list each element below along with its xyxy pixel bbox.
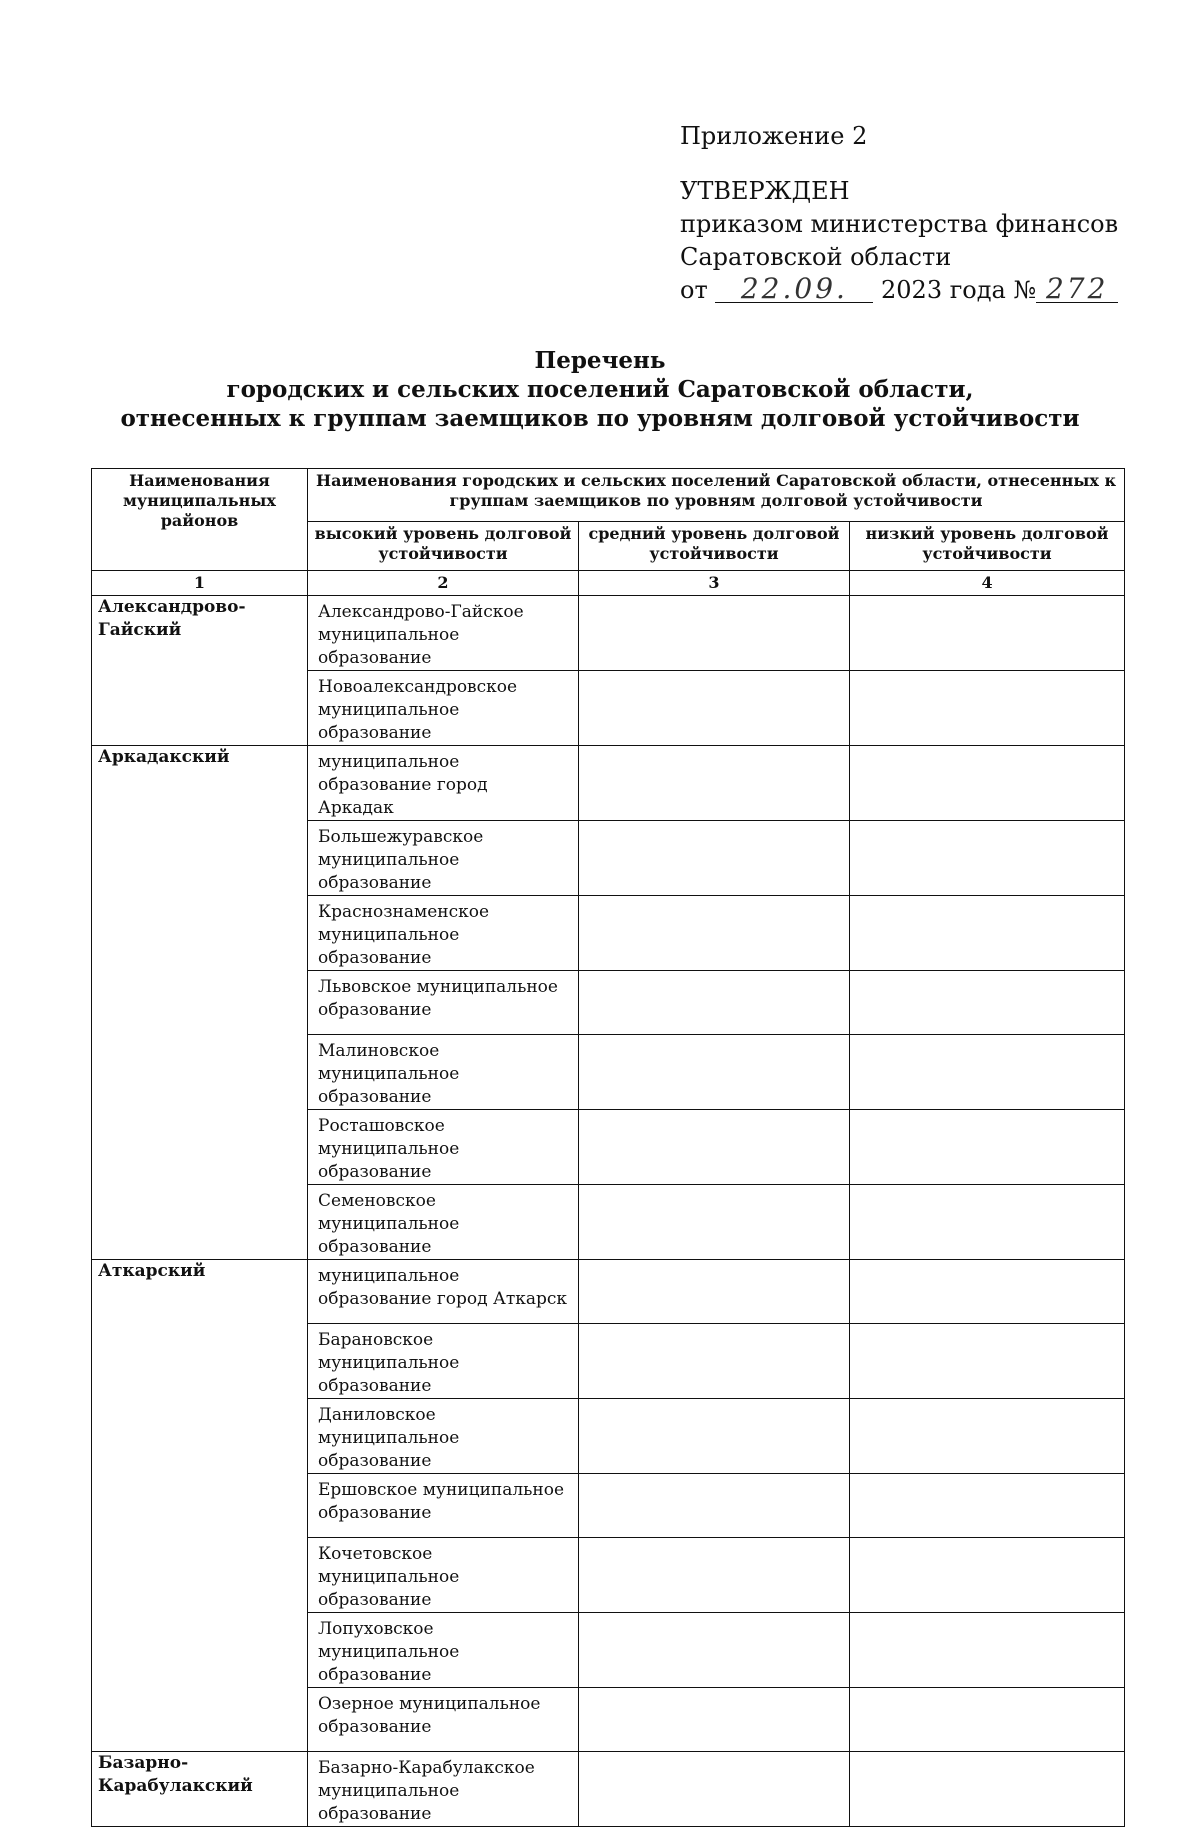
district-name: Аткарский [92, 1260, 308, 1752]
low-cell [850, 1613, 1125, 1688]
medium-cell [579, 1538, 850, 1613]
col2-header: высокий уровень долговой устойчивости [308, 522, 579, 571]
medium-cell [579, 1399, 850, 1474]
low-cell [850, 1185, 1125, 1260]
low-cell [850, 1474, 1125, 1538]
settlement-name: Семеновское муниципальное образование [308, 1185, 579, 1260]
medium-cell [579, 1613, 850, 1688]
medium-cell [579, 746, 850, 821]
settlement-name: Новоалександровское муниципальное образование [308, 671, 579, 746]
settlement-name: Базарно-Карабулакское муниципальное образование [308, 1752, 579, 1827]
low-cell [850, 1260, 1125, 1324]
settlement-name: муниципальное образование город Аркадак [308, 746, 579, 821]
settlement-name: Кочетовское муниципальное образование [308, 1538, 579, 1613]
low-cell [850, 596, 1125, 671]
low-cell [850, 1538, 1125, 1613]
settlement-name: Барановское муниципальное образование [308, 1324, 579, 1399]
settlement-name: Большежуравское муниципальное образование [308, 821, 579, 896]
settlement-name: Росташовское муниципальное образование [308, 1110, 579, 1185]
settlement-name: муниципальное образование город Аткарск [308, 1260, 579, 1324]
number-sign: № [1013, 276, 1037, 304]
title-line-2: городских и сельских поселений Саратовской области, [226, 376, 974, 403]
low-cell [850, 1324, 1125, 1399]
table-body [92, 596, 1125, 1827]
col-number: 4 [850, 571, 1125, 596]
approval-date-line [680, 274, 1118, 307]
low-cell [850, 746, 1125, 821]
low-cell [850, 1035, 1125, 1110]
medium-cell [579, 671, 850, 746]
settlement-name: Малиновское муниципальное образование [308, 1035, 579, 1110]
low-cell [850, 671, 1125, 746]
medium-cell [579, 596, 850, 671]
table-row [92, 1260, 1125, 1324]
document-title [60, 346, 1140, 433]
low-cell [850, 1399, 1125, 1474]
medium-cell [579, 1324, 850, 1399]
col-number: 1 [92, 571, 308, 596]
col1-header: Наименования муниципальных районов [92, 469, 308, 571]
col4-header: низкий уровень долговой устойчивости [850, 522, 1125, 571]
settlement-name: Александрово-Гайское муниципальное образование [308, 596, 579, 671]
settlement-name: Львовское муниципальное образование [308, 971, 579, 1035]
table-row [92, 746, 1125, 821]
medium-cell [579, 971, 850, 1035]
year-text: 2023 года [881, 276, 1006, 304]
medium-cell [579, 1752, 850, 1827]
col-number: 3 [579, 571, 850, 596]
district-name: Аркадакский [92, 746, 308, 1260]
settlement-name: Лопуховское муниципальное образование [308, 1613, 579, 1688]
table-row [92, 596, 1125, 671]
title-line-1: Перечень [534, 347, 666, 374]
low-cell [850, 896, 1125, 971]
medium-cell [579, 1688, 850, 1752]
medium-cell [579, 1474, 850, 1538]
settlement-name: Даниловское муниципальное образование [308, 1399, 579, 1474]
low-cell [850, 971, 1125, 1035]
approved-by-line2: Саратовской области [680, 243, 952, 271]
col3-header: средний уровень долговой устойчивости [579, 522, 850, 571]
date-prefix: от [680, 276, 708, 304]
medium-cell [579, 896, 850, 971]
settlement-name: Краснознаменское муниципальное образование [308, 896, 579, 971]
medium-cell [579, 1110, 850, 1185]
group-header: Наименования городских и сельских поселений Саратовской области, отнесенных к группам заемщиков по уровням долговой устойчивости [308, 469, 1125, 522]
low-cell [850, 821, 1125, 896]
low-cell [850, 1110, 1125, 1185]
approved-by-line1: приказом министерства финансов [680, 210, 1119, 238]
district-name: Александрово-Гайский [92, 596, 308, 746]
medium-cell [579, 1035, 850, 1110]
approved-label: УТВЕРЖДЕН [680, 177, 850, 205]
table-row [92, 1752, 1125, 1827]
appendix-label: Приложение 2 [680, 122, 868, 150]
handwritten-number: 272 [1036, 276, 1118, 303]
medium-cell [579, 1260, 850, 1324]
col-number: 2 [308, 571, 579, 596]
settlement-name: Озерное муниципальное образование [308, 1688, 579, 1752]
district-name: Базарно-Карабулакский [92, 1752, 308, 1827]
title-line-3: отнесенных к группам заемщиков по уровням долговой устойчивости [120, 405, 1080, 432]
medium-cell [579, 821, 850, 896]
handwritten-date: 22.09. [715, 276, 873, 303]
low-cell [850, 1752, 1125, 1827]
low-cell [850, 1688, 1125, 1752]
settlements-table [91, 468, 1125, 1827]
approval-block [680, 120, 1118, 307]
medium-cell [579, 1185, 850, 1260]
settlement-name: Ершовское муниципальное образование [308, 1474, 579, 1538]
